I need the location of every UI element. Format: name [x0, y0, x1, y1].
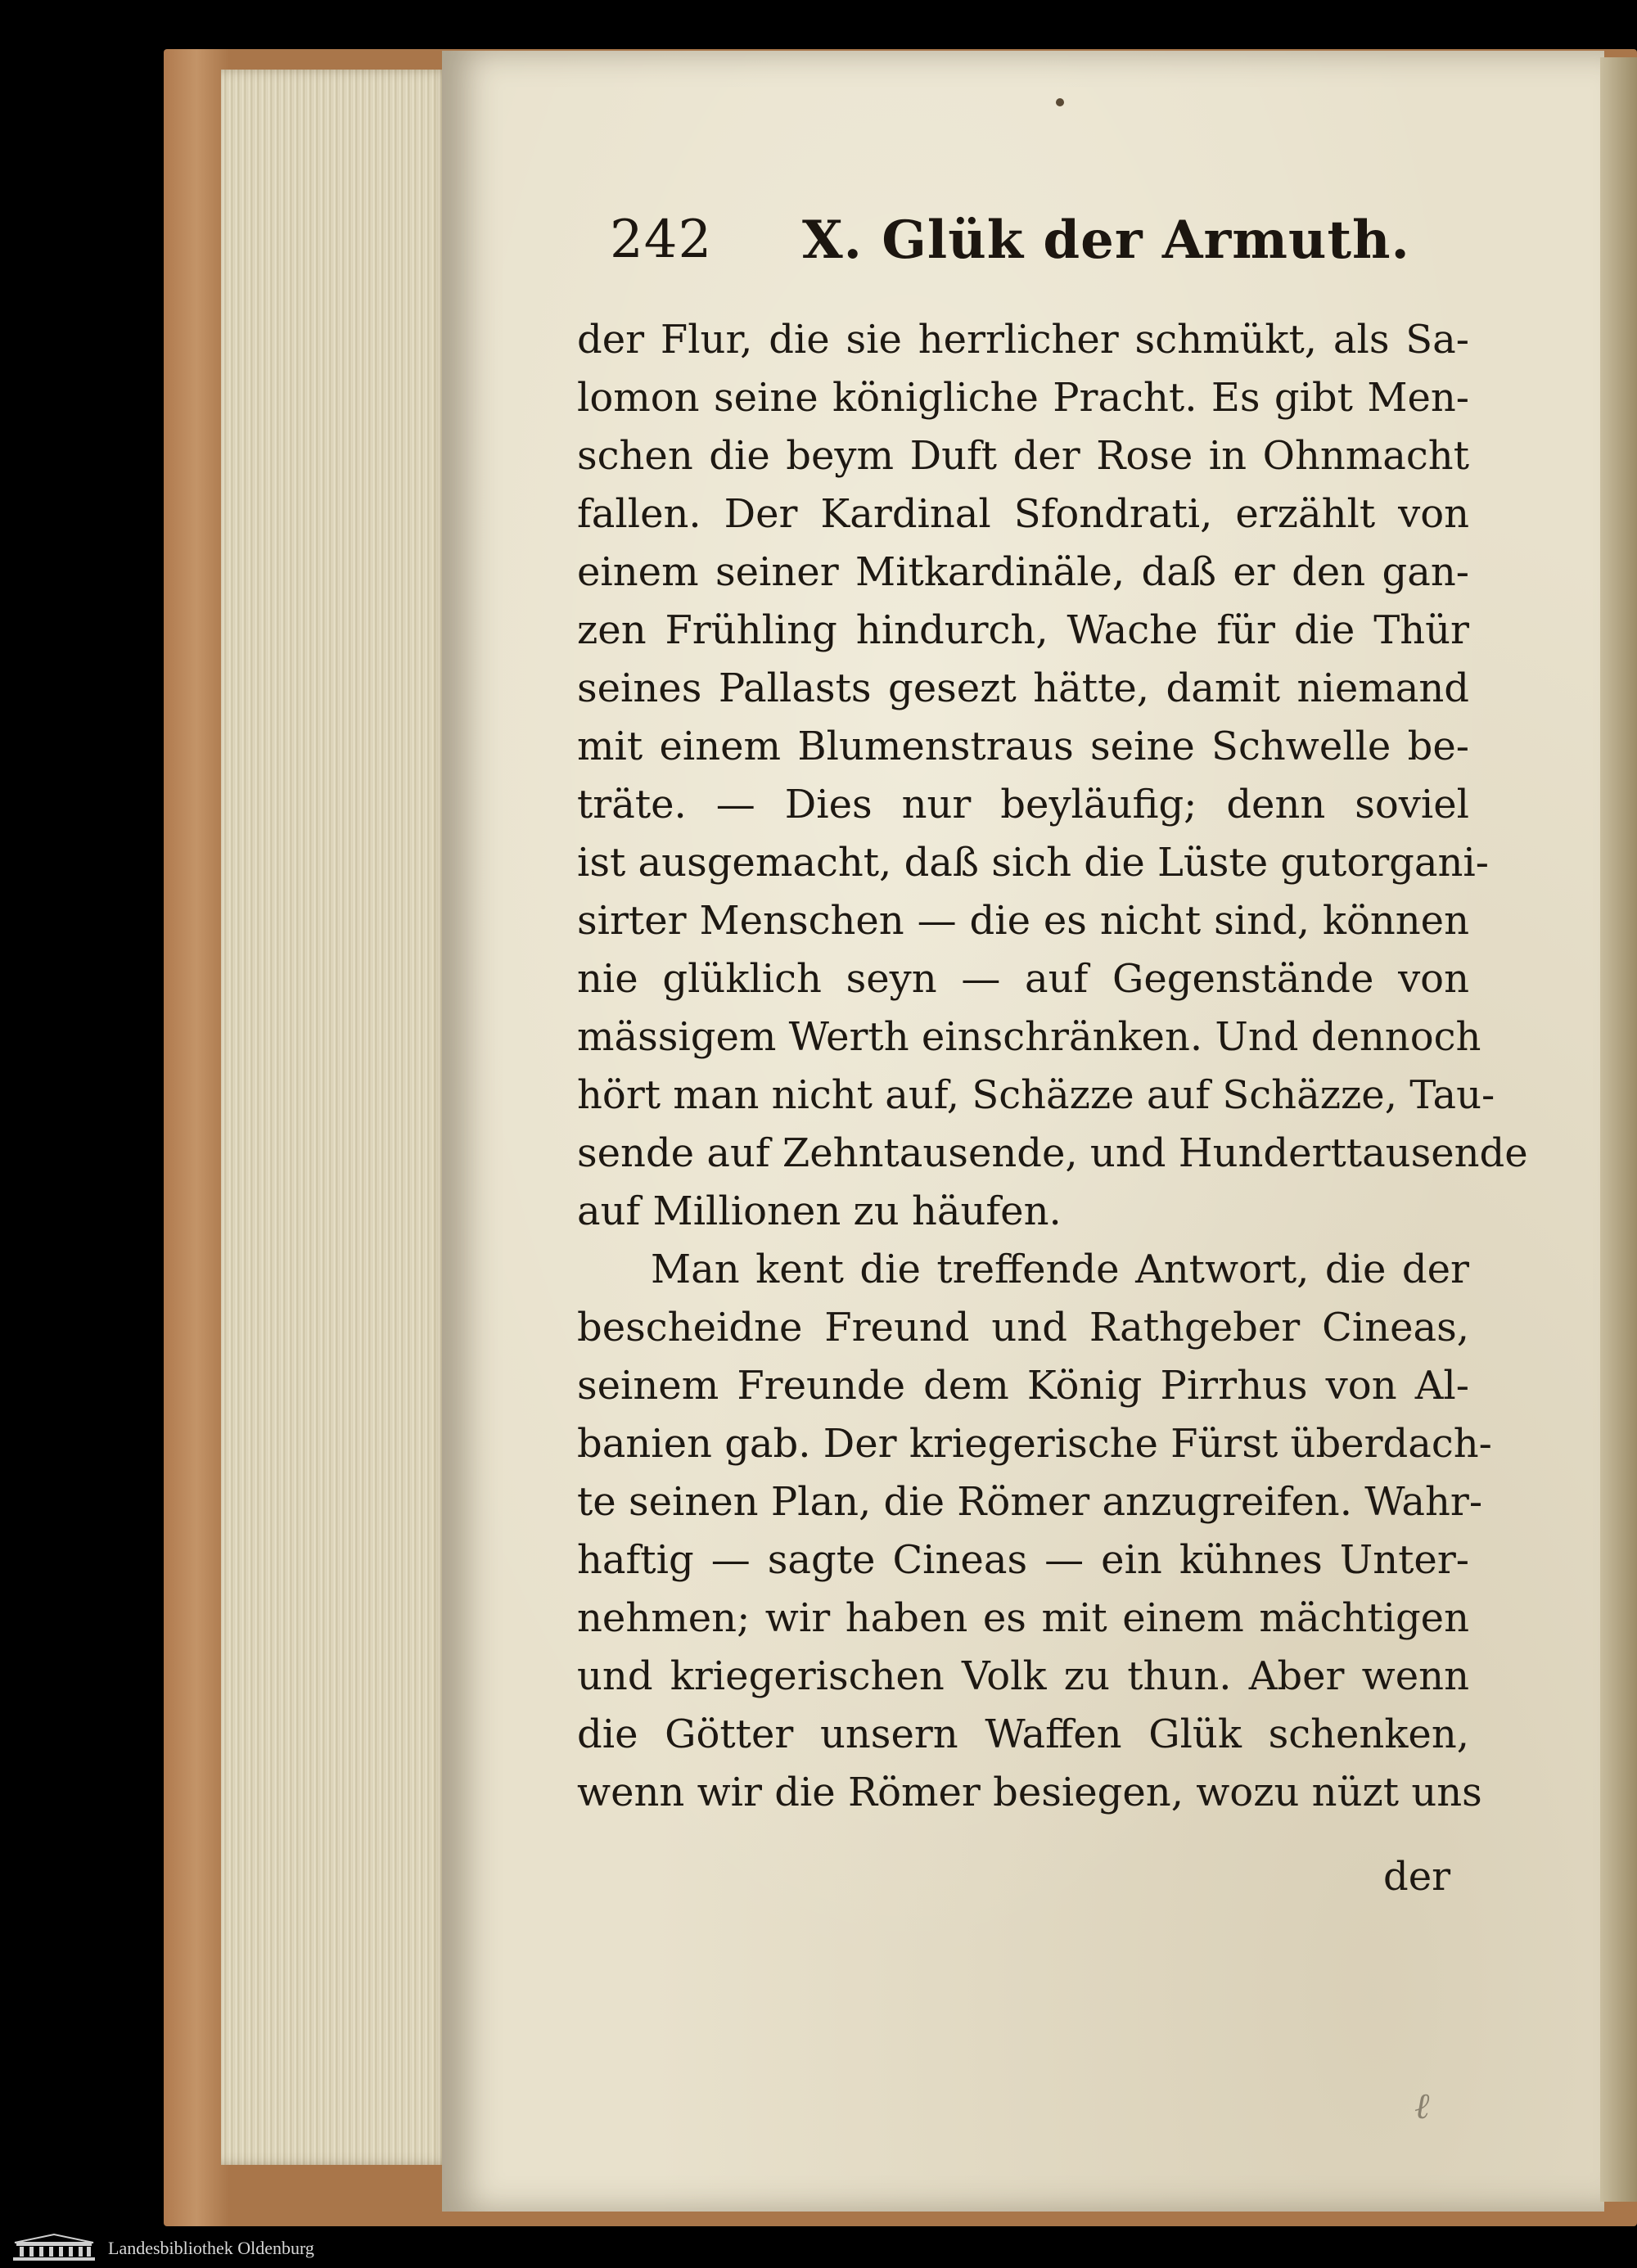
text-line: und kriegerischen Volk zu thun. Aber wenn	[577, 1653, 1469, 1699]
text-line: ist ausgemacht, daß sich die Lüste gutorgani-	[577, 840, 1489, 886]
body-text	[577, 311, 1528, 1822]
facing-page-edge	[1600, 57, 1637, 2202]
text-line: auf Millionen zu häufen.	[577, 1188, 1062, 1234]
text-line: nie glüklich seyn — auf Gegenstände von	[577, 956, 1469, 1002]
text-line: schen die beym Duft der Rose in Ohnmacht	[577, 433, 1469, 479]
text-line: nehmen; wir haben es mit einem mächtigen	[577, 1595, 1469, 1641]
page-header	[610, 195, 1477, 277]
text-line: wenn wir die Römer besiegen, wozu nüzt uns	[577, 1770, 1482, 1815]
library-name: Landesbibliothek Oldenburg	[108, 2238, 314, 2258]
catchword: der	[1383, 1854, 1451, 1900]
text-line: die Götter unsern Waffen Glük schenken,	[577, 1711, 1469, 1757]
text-line: mit einem Blumenstraus seine Schwelle be-	[577, 724, 1469, 769]
text-line: der Flur, die sie herrlicher schmükt, als Sa-	[577, 317, 1469, 363]
text-line: haftig — sagte Cineas — ein kühnes Unter-	[577, 1537, 1469, 1583]
running-head: X. Glük der Armuth.	[802, 210, 1410, 271]
library-building-icon	[11, 2233, 97, 2262]
pencil-mark: ℓ	[1414, 2085, 1430, 2127]
text-line: hört man nicht auf, Schäzze auf Schäzze, Tau-	[577, 1072, 1495, 1118]
footer-bar	[0, 2228, 1637, 2268]
paragraph-start-line: Man kent die treffende Antwort, die der	[651, 1247, 1469, 1292]
text-line: te seinen Plan, die Römer anzugreifen. Wahr-	[577, 1479, 1483, 1525]
text-line: seinem Freunde dem König Pirrhus von Al-	[577, 1363, 1469, 1409]
text-line: mässigem Werth einschränken. Und dennoch	[577, 1014, 1481, 1060]
text-line: träte. — Dies nur beyläufig; denn soviel	[577, 782, 1469, 827]
text-line: sirter Menschen — die es nicht sind, können	[577, 898, 1469, 944]
text-line: bescheidne Freund und Rathgeber Cineas,	[577, 1305, 1469, 1350]
text-line: sende auf Zehntausende, und Hunderttausende	[577, 1130, 1528, 1176]
text-line: zen Frühling hindurch, Wache für die Thür	[577, 607, 1469, 653]
text-line: seines Pallasts gesezt hätte, damit niemand	[577, 665, 1469, 711]
text-line: banien gab. Der kriegerische Fürst überdach-	[577, 1421, 1492, 1467]
text-line: einem seiner Mitkardinäle, daß er den gan-	[577, 549, 1469, 595]
text-line: fallen. Der Kardinal Sfondrati, erzählt von	[577, 491, 1469, 537]
page-number: 242	[610, 210, 713, 270]
text-line: lomon seine königliche Pracht. Es gibt Men-	[577, 375, 1469, 421]
ink-speck	[1056, 98, 1064, 106]
page-edges	[221, 70, 450, 2165]
